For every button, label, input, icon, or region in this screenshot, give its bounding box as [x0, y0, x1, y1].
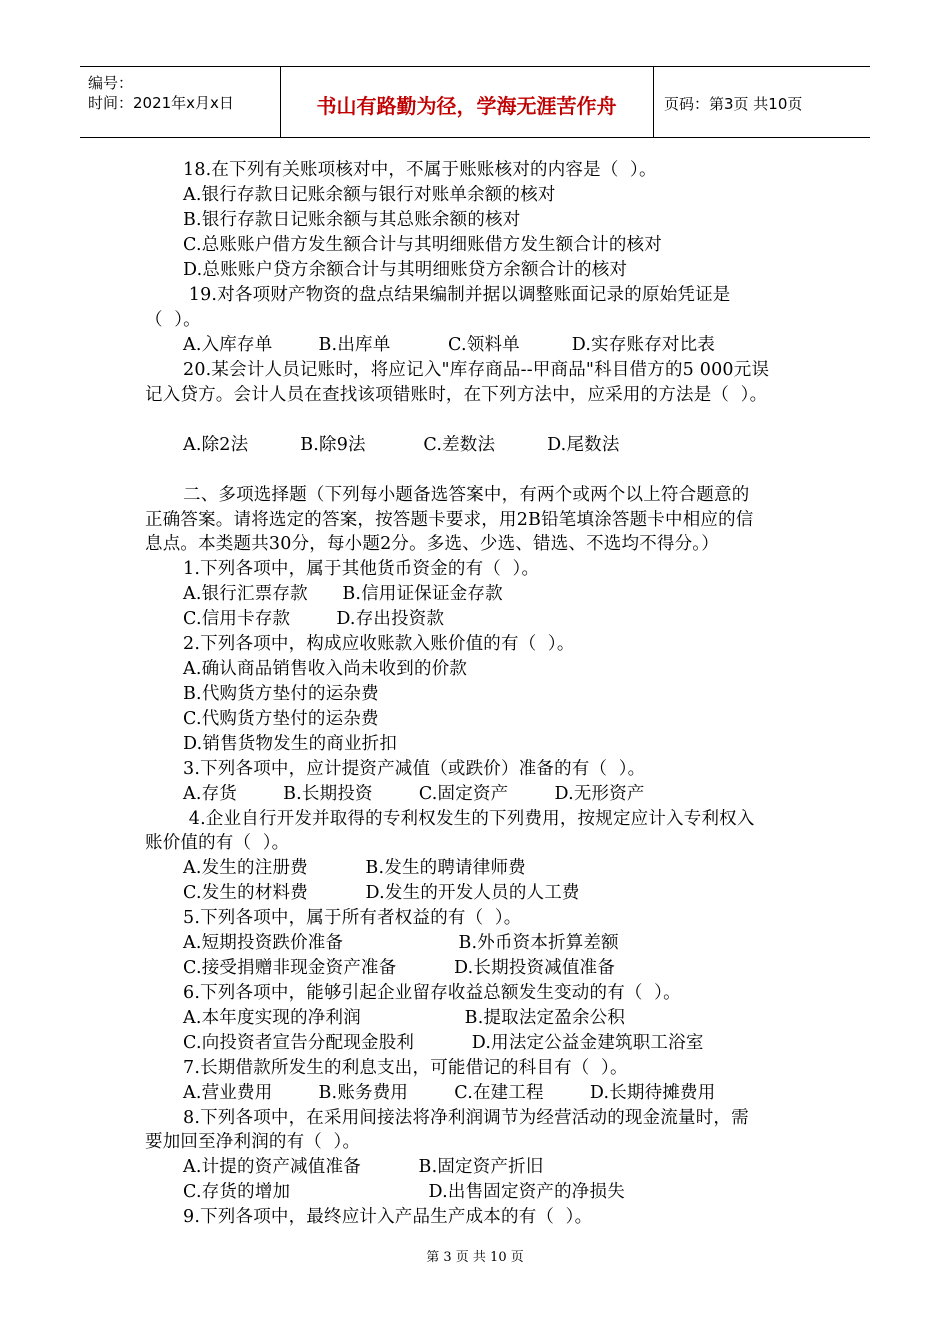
- header-motto: 书山有路勤为径，学海无涯苦作舟: [316, 94, 617, 118]
- document-time-label: 时间：2021年x月x日: [88, 94, 234, 112]
- mq-4-stem: 4.企业自行开发并取得的专利权发生的下列费用，按规定应计入专利权入: [183, 809, 755, 829]
- mq-1-stem: 1.下列各项中，属于其他货币资金的有（ ）。: [183, 559, 540, 579]
- question-20-options: A.除2法 B.除9法 C.差数法 D.尾数法: [183, 435, 620, 455]
- question-18-option-c: C.总账账户借方发生额合计与其明细账借方发生额合计的核对: [183, 235, 662, 255]
- document-number-label: 编号：: [88, 74, 134, 92]
- question-18-option-d: D.总账账户贷方余额合计与其明细账贷方余额合计的核对: [183, 260, 628, 280]
- mq-2-option-d: D.销售货物发生的商业折扣: [183, 734, 398, 754]
- question-19-stem: 19.对各项财产物资的盘点结果编制并据以调整账面记录的原始凭证是: [183, 285, 731, 305]
- mq-4-stem-cont: 账价值的有（ ）。: [145, 833, 290, 853]
- page-header: [80, 66, 870, 138]
- question-18-option-b: B.银行存款日记账余额与其总账余额的核对: [183, 210, 521, 230]
- mq-5-options-ab: A.短期投资跌价准备 B.外币资本折算差额: [183, 933, 619, 953]
- mq-8-options-ab: A.计提的资产减值准备 B.固定资产折旧: [183, 1157, 544, 1177]
- mq-1-options-ab: A.银行汇票存款 B.信用证保证金存款: [183, 584, 503, 604]
- mq-4-options-cd: C.发生的材料费 D.发生的开发人员的人工费: [183, 883, 580, 903]
- mq-2-option-c: C.代购货方垫付的运杂费: [183, 709, 379, 729]
- mq-2-option-a: A.确认商品销售收入尚未收到的价款: [183, 659, 468, 679]
- mq-2-option-b: B.代购货方垫付的运杂费: [183, 684, 379, 704]
- mq-7-options: A.营业费用 B.账务费用 C.在建工程 D.长期待摊费用: [183, 1083, 716, 1103]
- section-2-heading-cont-1: 正确答案。请将选定的答案，按答题卡要求，用2B铅笔填涂答题卡中相应的信: [145, 510, 754, 530]
- section-2-heading: 二、多项选择题（下列每小题备选答案中，有两个或两个以上符合题意的: [183, 485, 750, 505]
- mq-6-options-cd: C.向投资者宣告分配现金股利 D.用法定公益金建筑职工浴室: [183, 1033, 704, 1053]
- mq-2-stem: 2.下列各项中，构成应收账款入账价值的有（ ）。: [183, 634, 575, 654]
- question-20-stem-cont: 记入贷方。会计人员在查找该项错账时，在下列方法中，应采用的方法是（ ）。: [145, 385, 768, 405]
- mq-8-stem-cont: 要加回至净利润的有（ ）。: [145, 1132, 361, 1152]
- header-meta-cell: [80, 67, 281, 137]
- mq-9-stem: 9.下列各项中，最终应计入产品生产成本的有（ ）。: [183, 1207, 593, 1227]
- mq-4-options-ab: A.发生的注册费 B.发生的聘请律师费: [183, 858, 526, 878]
- mq-8-options-cd: C.存货的增加 D.出售固定资产的净损失: [183, 1182, 625, 1202]
- mq-6-stem: 6.下列各项中，能够引起企业留存收益总额发生变动的有（ ）。: [183, 983, 681, 1003]
- page-footer: 第 3 页 共 10 页: [426, 1250, 524, 1265]
- mq-5-stem: 5.下列各项中，属于所有者权益的有（ ）。: [183, 908, 522, 928]
- mq-1-options-cd: C.信用卡存款 D.存出投资款: [183, 609, 445, 629]
- question-18-option-a: A.银行存款日记账余额与银行对账单余额的核对: [183, 185, 556, 205]
- question-19-stem-cont: （ ）。: [145, 310, 201, 330]
- header-page-info: 页码：第3页 共10页: [664, 95, 803, 113]
- mq-8-stem: 8.下列各项中，在采用间接法将净利润调节为经营活动的现金流量时，需: [183, 1108, 749, 1128]
- mq-3-options: A.存货 B.长期投资 C.固定资产 D.无形资产: [183, 784, 645, 804]
- mq-5-options-cd: C.接受捐赠非现金资产准备 D.长期投资减值准备: [183, 958, 616, 978]
- question-20-stem: 20.某会计人员记账时，将应记入"库存商品--甲商品"科目借方的5 000元误: [183, 360, 770, 380]
- mq-3-stem: 3.下列各项中，应计提资产减值（或跌价）准备的有（ ）。: [183, 759, 646, 779]
- header-page-cell: [654, 67, 870, 137]
- question-19-options: A.入库存单 B.出库单 C.领料单 D.实存账存对比表: [183, 335, 716, 355]
- header-motto-cell: [280, 67, 654, 137]
- section-2-heading-cont-2: 息点。本类题共30分，每小题2分。多选、少选、错选、不选均不得分。）: [145, 534, 719, 554]
- mq-6-options-ab: A.本年度实现的净利润 B.提取法定盈余公积: [183, 1008, 626, 1028]
- mq-7-stem: 7.长期借款所发生的利息支出，可能借记的科目有（ ）。: [183, 1058, 628, 1078]
- question-18-stem: 18.在下列有关账项核对中，不属于账账核对的内容是（ ）。: [183, 160, 657, 180]
